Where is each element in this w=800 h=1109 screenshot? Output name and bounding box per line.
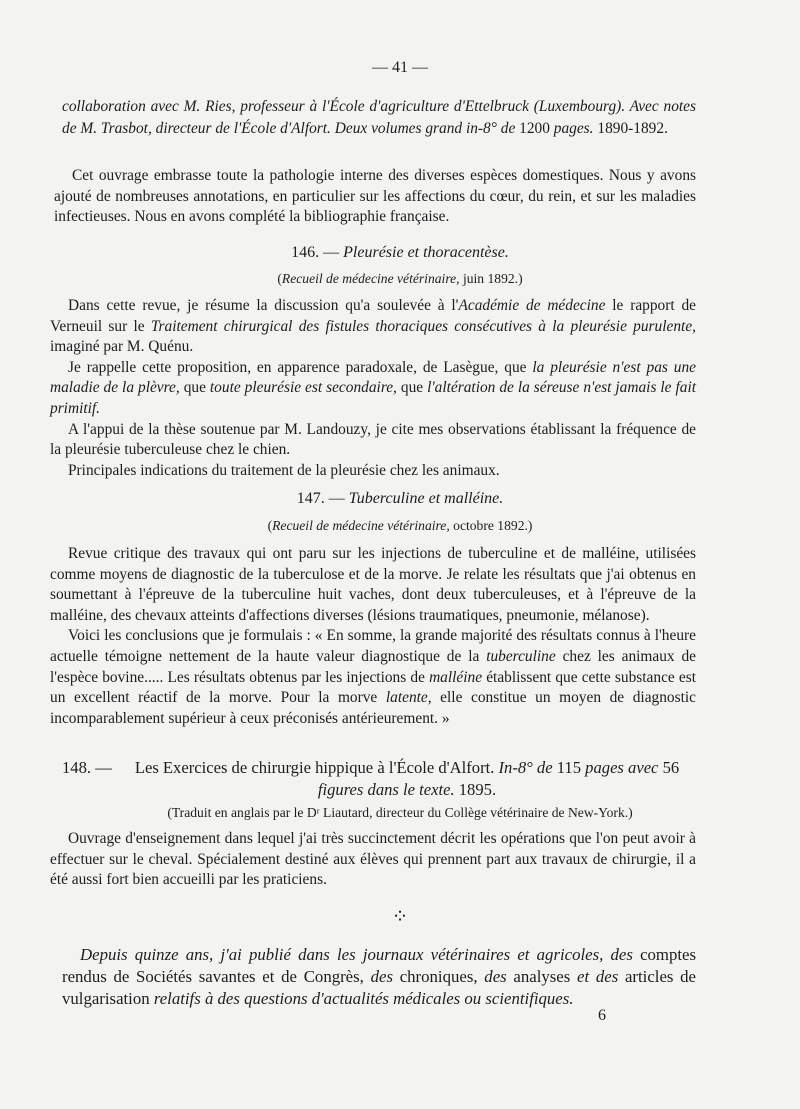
section-148-dash: — (91, 758, 112, 777)
text-run: Dans cette revue, je résume la discussion qu'a soulevée à l' (68, 297, 459, 314)
intro-reference-text: collaboration avec M. Ries, professeur à l'École d'agriculture d'Ettelbruck (Luxembourg). Avec notes de M. Trasbot, directeur de l'École d'Alfort. Deux volumes grand in-8° de (62, 98, 696, 137)
text-run: l'altération de la séreuse n'est jamais le fait primitif. (50, 379, 697, 417)
section-147-source-date: octobre 1892.) (449, 518, 533, 533)
text-run: analyses (506, 967, 577, 986)
text-run: Je rappelle cette proposition, en apparence paradoxale, de Lasègue, que (68, 358, 533, 376)
section-146-source-date: juin 1892.) (459, 271, 523, 286)
section-147-source-journal: Recueil de médecine vétérinaire, (272, 518, 450, 533)
text-run: 115 (552, 758, 586, 777)
text-run: 1895. (454, 780, 497, 799)
section-146-heading (0, 243, 800, 264)
text-run: malléine (429, 668, 483, 686)
text-run: relatifs à des questions d'actualités médicales ou scientifiques. (153, 989, 574, 1008)
intro-reference (62, 96, 696, 139)
source-open: ( (277, 271, 282, 286)
closing-text (62, 944, 696, 1010)
text-run: imaginé par M. Quénu. (50, 338, 194, 356)
text-run: Traitement chirurgical des fistules thoraciques consécutives à la pleurésie purulente, (150, 317, 696, 335)
section-148-number: 148. (62, 758, 92, 777)
section-146-paragraph-1 (50, 296, 696, 358)
section-147-paragraph-2 (50, 626, 696, 729)
section-148-paragraph-1: Ouvrage d'enseignement dans lequel j'ai très succinctement décrit les opérations que l'on peut avoir à effectuer sur le cheval. Spécialement destiné aux élèves qui prennent part aux travaux de chirurgie, il a été aussi fort bien accueilli par les praticiens. (50, 830, 696, 889)
text-run: figures dans le texte. (317, 780, 455, 799)
text-run: que (396, 379, 428, 397)
section-148-title (122, 757, 692, 801)
text-run: comptes rendus de Sociétés savantes et de Congrès, (62, 945, 696, 986)
section-147-number: 147. — (296, 490, 349, 507)
text-run: 56 (658, 758, 680, 777)
text-run: la pleurésie n'est pas une maladie de la plèvre, (50, 358, 696, 397)
page-number: — 41 — (372, 59, 428, 76)
section-148-source: (Traduit en anglais par le Dʳ Liautard, directeur du Collège vétérinaire de New-York.) (167, 805, 633, 820)
section-148-body (50, 829, 696, 891)
text-run: toute pleurésie est secondaire, (209, 379, 397, 397)
section-148-heading (62, 757, 692, 801)
text-run: pages avec (585, 758, 659, 777)
text-run: tuberculine (486, 647, 556, 665)
text-run: et des (577, 967, 619, 986)
section-147-paragraph-1: Revue critique des travaux qui ont paru sur les injections de tuberculine et de malléine, utilisées comme moyens de diagnostic de la tuberculose et de la morve. Je relate les résultats que j'ai obtenus en soumettant à l'épreuve de la tuberculine huit vaches, dont deux tuberculeuses, et à l'épreuve de la malléine, des chevaux atteints d'affections diverses (lésions traumatiques, pneumonie, mélanose). (50, 545, 696, 624)
section-147-source (0, 516, 800, 537)
section-147-title: Tuberculine et malléine. (348, 490, 504, 507)
section-146-number: 146. — (291, 244, 344, 261)
text-run: chez les animaux de l'espèce bovine..... Les résultats obtenus par les injections de (50, 647, 696, 686)
section-separator-dots: ⁘ (391, 906, 409, 928)
signature-mark: 6 (598, 1007, 606, 1024)
section-147-heading (0, 489, 800, 510)
intro-pages: 1200 (519, 119, 550, 137)
section-146-source-journal: Recueil de médecine vétérinaire, (281, 271, 460, 286)
text-run: Voici les conclusions que je formulais : « En somme, la grande majorité des résultats connus à l'heure actuelle témoigne nettement de la haute valeur diagnostique de la (50, 627, 696, 665)
text-run: Depuis quinze ans, j'ai publié dans les journaux vétérinaires et agricoles, des (80, 945, 633, 964)
intro-body-text: Cet ouvrage embrasse toute la pathologie interne des diverses espèces domestiques. Nous y avons ajouté de nombreuses annotations, en particulier sur les affections du cœur, du rein, et sur les maladies infectieuses. Nous en avons complété la bibliographie française. (54, 167, 696, 226)
text-run: Académie de médecine (458, 297, 606, 314)
section-147-body (50, 544, 696, 729)
intro-years: 1890-1892. (597, 119, 668, 137)
text-run: articles de vulgarisation (62, 967, 697, 1008)
text-run: latente, (385, 689, 432, 707)
section-146-title: Pleurésie et thoracentèse. (343, 244, 509, 261)
section-146-paragraph-2 (50, 358, 696, 420)
text-run: établissent que cette substance est un excellent réactif de la morve. Pour la morve (50, 668, 696, 707)
text-run: elle constitue un moyen de diagnostic incomparablement supérieur à ceux préconisés antérieurement. » (50, 689, 696, 727)
text-run: le rapport de Verneuil sur le (50, 297, 696, 335)
text-run: chroniques, (392, 967, 485, 986)
text-run: des (484, 967, 507, 986)
section-146-body (50, 296, 696, 481)
text-run: des (370, 967, 393, 986)
intro-pages-word: pages. (549, 119, 598, 137)
section-146-source (0, 269, 800, 290)
text-run: Les Exercices de chirurgie hippique à l'École d'Alfort. (134, 758, 499, 777)
section-146-paragraph-3: A l'appui de la thèse soutenue par M. Landouzy, je cite mes observations établissant la fréquence de la pleurésie tuberculeuse chez le chien. (50, 420, 696, 459)
text-run: In-8° de (498, 758, 553, 777)
closing-paragraph (62, 944, 696, 1010)
source-open: ( (267, 518, 273, 533)
text-run: que (179, 379, 210, 397)
section-146-paragraph-4: Principales indications du traitement de la pleurésie chez les animaux. (68, 461, 500, 479)
intro-body (54, 166, 696, 228)
